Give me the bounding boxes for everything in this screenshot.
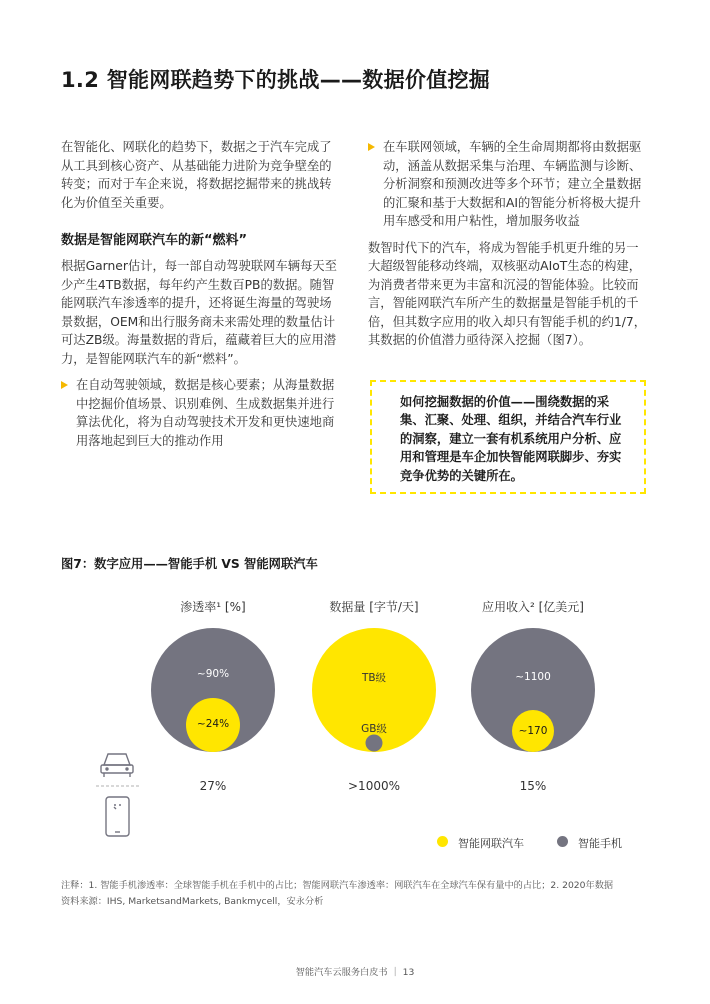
legend-label-car: 智能网联汽车 xyxy=(458,837,524,850)
figure-title: 图7：数字应用——智能手机 VS 智能网联汽车 xyxy=(61,557,318,571)
phone-icon xyxy=(106,797,129,836)
ratio-revenue: 15% xyxy=(519,779,547,793)
inner-circle-phone-data xyxy=(366,735,383,752)
page-title: 1.2 智能网联趋势下的挑战——数据价值挖掘 xyxy=(61,68,491,92)
section-subheading: 数据是智能网联汽车的新“燃料” xyxy=(61,233,248,248)
inner-label-revenue: ~170 xyxy=(518,725,548,737)
callout-text: 如何挖掘数据的价值——围绕数据的采集、汇聚、处理、组织，并结合汽车行业的洞察，建立一套有机系统用户分析、应用和管理是车企加快智能网联脚步、夯实竞争优势的关键所在。 xyxy=(400,395,622,483)
outer-label-revenue: ~1100 xyxy=(515,671,551,683)
notes-line: 注释：1. 智能手机渗透率：全球智能手机在手机中的占比；智能网联汽车渗透率：网联汽车在全球汽车保有量中的占比；2. 2020年数据 xyxy=(61,880,614,891)
bullet-text: 在车联网领域，车辆的全生命周期都将由数据驱动，涵盖从数据采集与治理、车辆监测与诊断、分析洞察和预测改进等多个环节；建立全量数据的汇聚和基于大数据和AI的智能分析将极大提升用车感受和用户粘性，增加服务收益 xyxy=(383,140,642,228)
page-footer: 智能汽车云服务白皮书 ｜ 13 xyxy=(295,967,415,978)
inner-label-data: GB级 xyxy=(361,723,387,735)
legend-swatch-phone xyxy=(557,836,568,847)
outer-label-penetration: ~90% xyxy=(196,668,230,680)
ratio-penetration: 27% xyxy=(199,779,227,793)
bullet-text: 在自动驾驶领域，数据是核心要素；从海量数据中挖掘价值场景、识别难例、生成数据集并进行算法优化，将为自动驾驶技术开发和更快速地商用落地起到巨大的推动作用 xyxy=(76,378,335,448)
figure-notes xyxy=(61,878,613,909)
outer-label-data: TB级 xyxy=(361,672,387,684)
car-icon xyxy=(101,754,133,777)
intro-paragraph: 在智能化、网联化的趋势下，数据之于汽车完成了从工具到核心资产、从基础能力进阶为竞争壁垒的转变；而对于车企来说，将数据挖掘带来的挑战转化为价值至关重要。 xyxy=(61,140,332,210)
legend-label-phone: 智能手机 xyxy=(578,837,622,850)
source-line: 资料来源：IHS, MarketsandMarkets, Bankmycell，安永分析 xyxy=(61,895,324,907)
column-title-penetration: 渗透率¹ [%] xyxy=(180,600,246,614)
legend-swatch-car xyxy=(437,836,448,847)
body-paragraph: 根据Garner估计，每一部自动驾驶联网车辆每天至少产生4TB数据，每年约产生数百PB的数据。随智能网联汽车渗透率的提升，还将诞生海量的驾驶场景数据，OEM和出行服务商未来需处理的数量估计可达ZB级。海量数据的背后，蕴藏着巨大的应用潜力，是智能网联汽车的新“燃料”。 xyxy=(61,259,337,366)
inner-label-penetration: ~24% xyxy=(196,718,230,730)
column-title-app-revenue: 应用收入² [亿美元] xyxy=(482,600,584,614)
body-paragraph: 数智时代下的汽车，将成为智能手机更升维的另一大超级智能移动终端，双核驱动AIoT生态的构建，为消费者带来更为丰富和沉浸的智能体验。比较而言，智能网联汽车所产生的数据量是智能手机的千倍，但其数字应用的收入却只有智能手机的约1/7，其数据的价值潜力亟待深入挖掘（图7）。 xyxy=(368,240,647,347)
ratio-data: >1000% xyxy=(348,779,400,793)
column-title-data-volume: 数据量 [字节/天] xyxy=(329,600,419,614)
